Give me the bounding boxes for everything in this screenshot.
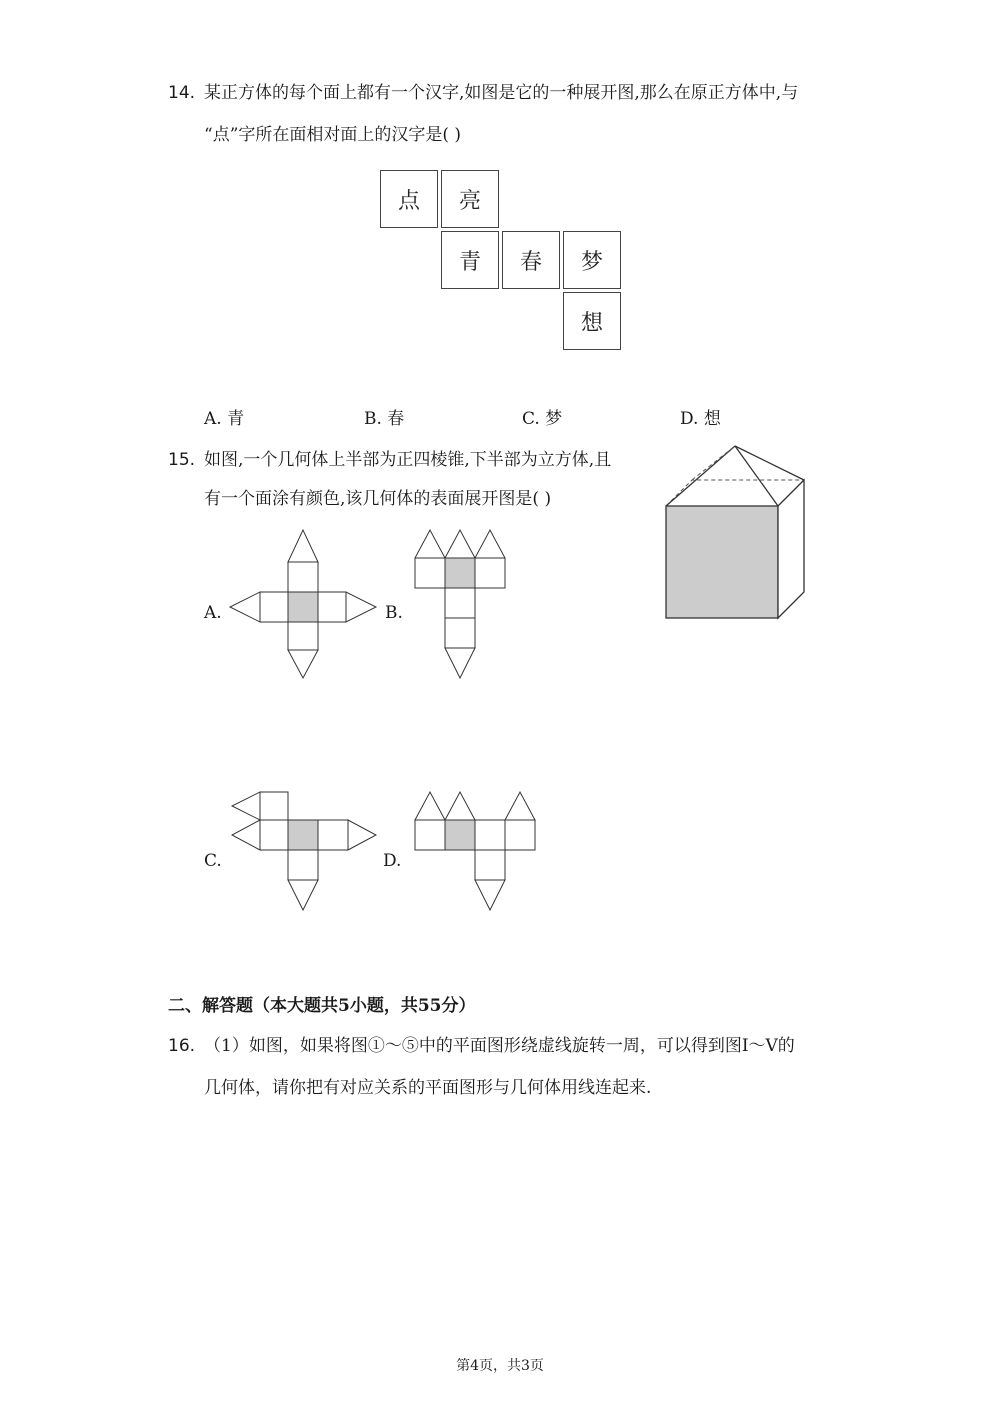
- net-face-triangle: [346, 592, 376, 622]
- net-face-triangle: [445, 792, 475, 820]
- footer-pre: 第: [456, 1358, 471, 1374]
- net-face-triangle: [348, 820, 376, 850]
- section2-heading-mid: 小题，共: [349, 996, 418, 1016]
- section2-heading-post: 分）: [441, 996, 476, 1016]
- pyramid-edge-back: [735, 446, 804, 480]
- q14-option-b: B. 春: [364, 409, 405, 429]
- q14-option-d: D. 想: [680, 409, 721, 429]
- q15-label-c: C.: [204, 851, 222, 871]
- net-face-shaded: [445, 820, 475, 850]
- q15-label-a: A.: [204, 603, 222, 623]
- cube-front-face-shaded: [666, 506, 778, 618]
- q15-label-b: B.: [385, 603, 403, 623]
- q14-text-line2: “点”字所在面相对面上的汉字是( ): [204, 125, 462, 145]
- page-footer: [0, 1355, 1000, 1375]
- net-face-triangle: [445, 648, 475, 678]
- section2-question-count: 5: [338, 996, 350, 1016]
- q15-net-a: [228, 528, 380, 680]
- net-face-shaded: [288, 820, 318, 850]
- net-face-square: [415, 820, 445, 850]
- q15-number: 15.: [168, 450, 196, 470]
- net-face-square: [260, 820, 288, 850]
- cube-side-face: [778, 480, 804, 618]
- net-face-triangle: [288, 530, 318, 562]
- net-face-square: [445, 588, 475, 618]
- q15-solid-figure: [655, 440, 815, 630]
- footer-page-number: 4: [470, 1358, 479, 1374]
- net-face-shaded: [445, 558, 475, 588]
- net-face-dian: 点: [380, 170, 438, 228]
- q16-number: 16.: [168, 1036, 196, 1056]
- net-face-square: [318, 592, 346, 622]
- net-face-square: [475, 820, 505, 850]
- net-face-triangle: [230, 592, 260, 622]
- q14-option-c: C. 梦: [522, 409, 563, 429]
- q16-text-line1: （1）如图，如果将图①～⑤中的平面图形绕虚线旋转一周，可以得到图Ⅰ～Ⅴ的: [204, 1036, 795, 1056]
- net-face-square: [260, 792, 288, 820]
- net-face-triangle: [475, 530, 505, 558]
- net-face-triangle: [415, 792, 445, 820]
- q16-text-line2: 几何体，请你把有对应关系的平面图形与几何体用线连起来.: [204, 1078, 652, 1098]
- net-face-square: [288, 562, 318, 592]
- net-face-square: [415, 558, 445, 588]
- net-face-square: [445, 618, 475, 648]
- net-face-triangle: [445, 530, 475, 558]
- section2-heading: [168, 995, 476, 1017]
- net-face-square: [475, 558, 505, 588]
- net-face-triangle: [475, 880, 505, 910]
- net-face-square: [475, 850, 505, 880]
- q15-text-line1: 如图,一个几何体上半部为正四棱锥,下半部为立方体,且: [204, 450, 612, 470]
- section2-heading-pre: 二、解答题（本大题共: [168, 996, 338, 1016]
- q15-net-d: [412, 790, 538, 914]
- net-face-square: [260, 592, 288, 622]
- q15-label-d: D.: [383, 851, 402, 871]
- q14-number: 14.: [168, 83, 196, 103]
- net-face-qing: 青: [441, 231, 499, 289]
- net-face-square: [288, 850, 318, 880]
- net-face-liang: 亮: [441, 170, 499, 228]
- net-face-xiang: 想: [563, 292, 621, 350]
- net-face-square: [288, 622, 318, 650]
- q14-option-a: A. 青: [204, 409, 245, 429]
- pyramid-edge-left: [666, 446, 735, 506]
- footer-total-pages: 3: [521, 1358, 530, 1374]
- net-face-chun: 春: [502, 231, 560, 289]
- q15-text-line2: 有一个面涂有颜色,该几何体的表面展开图是( ): [204, 489, 552, 509]
- footer-post: 页: [529, 1358, 544, 1374]
- net-face-triangle: [288, 650, 318, 678]
- net-face-square: [318, 820, 348, 850]
- net-face-shaded: [288, 592, 318, 622]
- net-face-triangle: [232, 820, 260, 850]
- net-face-triangle: [505, 792, 535, 820]
- net-face-meng: 梦: [563, 231, 621, 289]
- section2-total-score: 55: [417, 996, 442, 1016]
- net-face-square: [505, 820, 535, 850]
- net-face-triangle: [415, 530, 445, 558]
- q14-text-line1: 某正方体的每个面上都有一个汉字,如图是它的一种展开图,那么在原正方体中,与: [204, 83, 799, 103]
- pyramid-edge-front: [735, 446, 778, 506]
- net-face-triangle: [288, 880, 318, 910]
- q15-net-b: [412, 528, 508, 680]
- q15-net-c: [228, 790, 380, 914]
- net-face-triangle: [232, 792, 260, 820]
- footer-mid: 页，共: [479, 1358, 521, 1374]
